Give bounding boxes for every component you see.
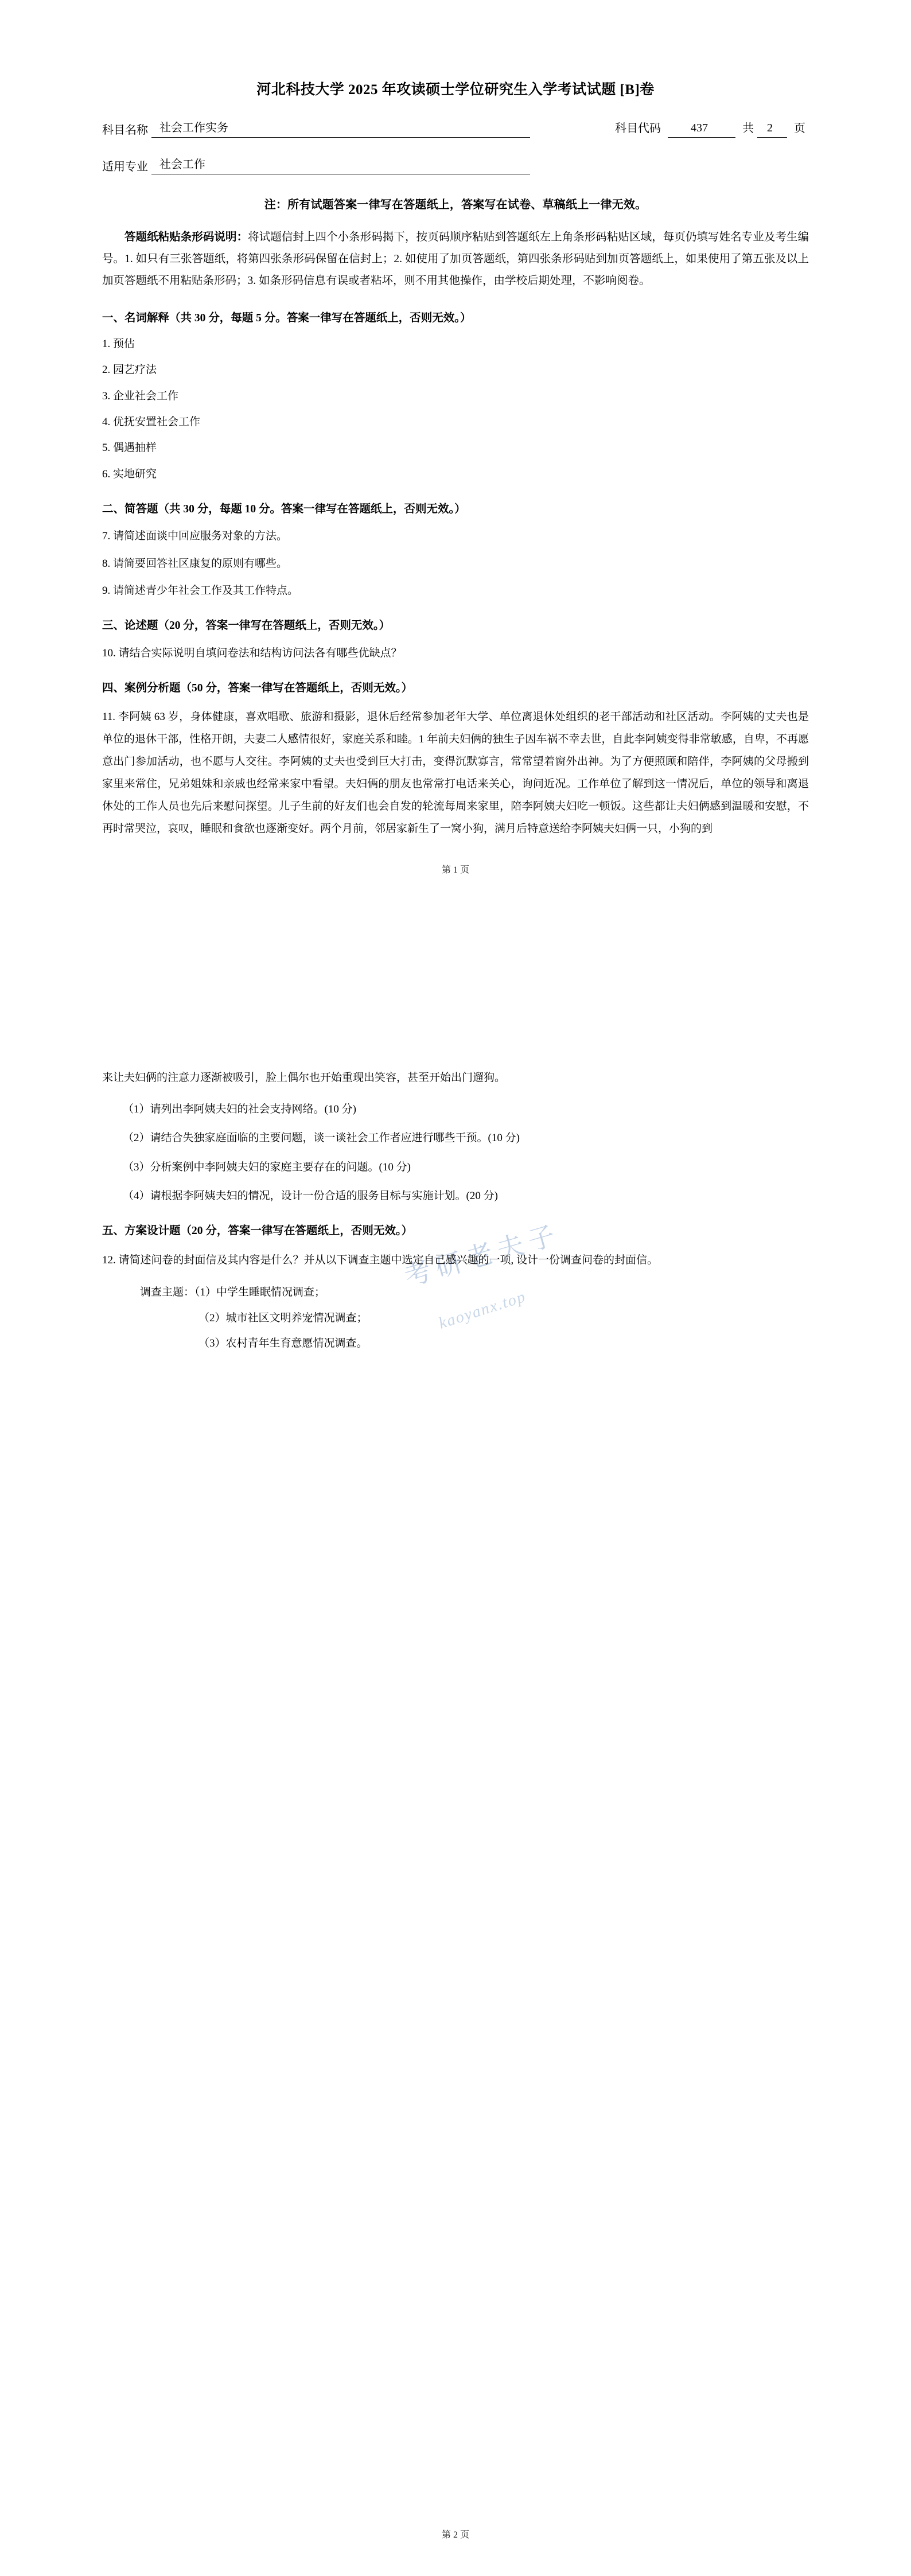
page-break-gap [102,875,809,1058]
total-pages-suffix: 页 [794,122,805,135]
exam-note: 注：所有试题答案一律写在答题纸上，答案写在试卷、草稿纸上一律无效。 [264,198,647,211]
case-sub-question: （1）请列出李阿姨夫妇的社会支持网络。(10 分) [123,1103,356,1115]
question-item: 7. 请简述面谈中回应服务对象的方法。 [102,530,288,543]
watermark-latin-text: kaoyanx.top [436,1287,528,1333]
subject-name-label: 科目名称 [102,123,148,137]
subject-code-label: 科目代码 [615,122,661,135]
section-heading-two: 二、简答题（共 30 分，每题 10 分。答案一律写在答题纸上，否则无效。） [102,503,466,516]
major-label: 适用专业 [102,160,148,173]
question-item: 5. 偶遇抽样 [102,442,157,454]
watermark-chinese-text: 考研老夫子 [401,1219,564,1292]
section-heading-five: 五、方案设计题（20 分，答案一律写在答题纸上，否则无效。） [102,1225,413,1238]
case-sub-question: （2）请结合失独家庭面临的主要问题，谈一谈社会工作者应进行哪些干预。(10 分) [123,1132,520,1145]
survey-topic-item: （3）农村青年生育意愿情况调查。 [198,1337,368,1350]
case-description-part2: 来让夫妇俩的注意力逐渐被吸引，脸上偶尔也开始重现出笑容，甚至开始出门遛狗。 [102,1071,506,1084]
question-item: 10. 请结合实际说明自填问卷法和结构访问法各有哪些优缺点？ [102,647,402,659]
question-item: 3. 企业社会工作 [102,390,179,402]
total-pages-prefix: 共 [742,122,754,135]
section-heading-four: 四、案例分析题（50 分，答案一律写在答题纸上，否则无效。） [102,682,413,695]
meta-row-major [102,157,809,174]
page-footer-1: 第 1 页 [441,865,469,875]
total-pages-value: 2 [757,120,787,138]
survey-topic-lead: 调查主题：（1）中学生睡眠情况调查； [140,1286,326,1299]
barcode-instructions-lead: 答题纸粘贴条形码说明： [124,231,248,243]
question-item: 6. 实地研究 [102,468,157,480]
survey-topic-item: （2）城市社区文明养宠情况调查； [198,1312,368,1324]
question-item: 8. 请简要回答社区康复的原则有哪些。 [102,557,288,570]
barcode-instructions-body: 将试题信封上四个小条形码揭下，按页码顺序粘贴到答题纸左上角条形码粘贴区域，每页仍填写姓名专业及考生编号。1. 如只有三张答题纸，将第四张条形码保留在信封上；2. 如使用了加页答题纸，第四张条形码贴到加页答题纸上，如果使用了第五张及以上加页答题纸不用粘贴条形码；3. 如条形码信息有误或者粘坏，则不用其他操作，由学校后期处理，不影响阅卷。 [102,231,809,287]
question-item: 4. 优抚安置社会工作 [102,415,201,428]
page-footer-2: 第 2 页 [441,2530,469,2540]
subject-code-value: 437 [668,120,735,138]
case-description-part1: 11. 李阿姨 63 岁，身体健康，喜欢唱歌、旅游和摄影，退休后经常参加老年大学、单位离退休处组织的老干部活动和社区活动。李阿姨的丈夫也是单位的退休干部，性格开朗，夫妻二人感情很好，家庭关系和睦。1 年前夫妇俩的独生子因车祸不幸去世，自此李阿姨变得非常敏感，自卑，不再愿意出门参加活动，也不愿与人交往。李阿姨的丈夫也受到巨大打击，变得沉默寡言，常常望着窗外出神。为了方便照顾和陪伴，李阿姨的父母搬到家里来常住，兄弟姐妹和亲戚也经常来家中看望。夫妇俩的朋友也常常打电话来关心，询问近况。工作单位了解到这一情况后，单位的领导和离退休处的工作人员也先后来慰问探望。儿子生前的好友们也会自发的轮流每周来家里，陪李阿姨夫妇吃一顿饭。这些都让夫妇俩感到温暖和安慰，不再时常哭泣，哀叹，睡眠和食欲也逐渐变好。两个月前，邻居家新生了一窝小狗，满月后特意送给李阿姨夫妇俩一只，小狗的到 [102,711,809,835]
case-sub-question: （3）分析案例中李阿姨夫妇的家庭主要存在的问题。(10 分) [123,1161,411,1173]
question-item: 9. 请简述青少年社会工作及其工作特点。 [102,585,299,597]
section-heading-one: 一、名词解释（共 30 分，每题 5 分。答案一律写在答题纸上，否则无效。） [102,312,472,324]
subject-name-value: 社会工作实务 [151,120,530,138]
major-value: 社会工作 [151,157,530,174]
question-item: 1. 预估 [102,337,135,350]
barcode-instructions [102,227,809,292]
page-title: 河北科技大学 2025 年攻读硕士学位研究生入学考试试题 [B]卷 [256,82,655,98]
section-heading-three: 三、论述题（20 分，答案一律写在答题纸上，否则无效。） [102,620,391,632]
design-question: 12. 请简述问卷的封面信及其内容是什么？并从以下调查主题中选定自己感兴趣的一项, 设计一份调查问卷的封面信。 [102,1254,659,1266]
meta-row-subject [102,120,809,138]
question-item: 2. 园艺疗法 [102,364,157,376]
case-sub-question: （4）请根据李阿姨夫妇的情况，设计一份合适的服务目标与实施计划。(20 分) [123,1189,498,1202]
